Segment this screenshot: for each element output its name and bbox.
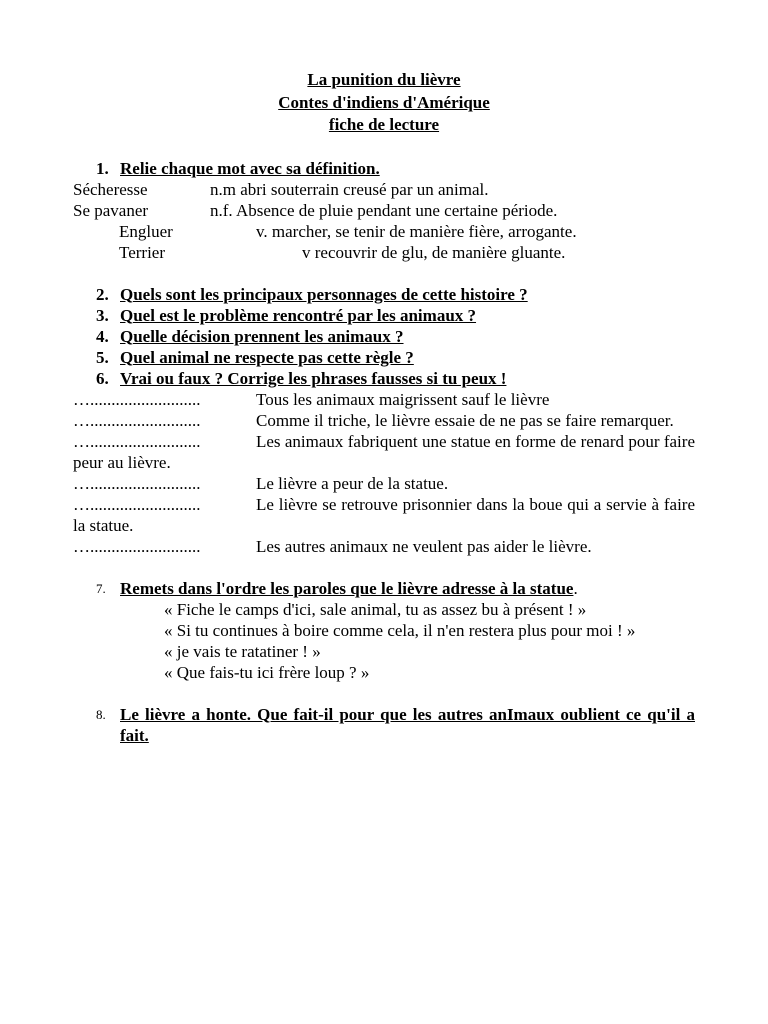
- definition-matching: [73, 179, 695, 263]
- answer-blank[interactable]: …..........................: [73, 536, 201, 556]
- statement: Les animaux fabriquent une statue en forme de renard pour faire peur au lièvre.: [73, 431, 695, 472]
- question-3: [73, 305, 695, 326]
- vocab-definition: v. marcher, se tenir de manière fière, arrogante.: [256, 221, 577, 241]
- definition-row: [73, 200, 695, 221]
- document-title: La punition du lièvre: [307, 70, 461, 89]
- quote-text: « Que fais-tu ici frère loup ? »: [164, 662, 370, 682]
- true-false-item: [73, 473, 695, 494]
- quote-item: [73, 641, 695, 662]
- quote-list: [73, 599, 695, 683]
- question-1: [73, 158, 695, 179]
- question-text: Quelle décision prennent les animaux ?: [120, 326, 404, 346]
- definition-row: [73, 221, 695, 242]
- answer-blank[interactable]: …..........................: [73, 473, 201, 493]
- question-2: [73, 284, 695, 305]
- statement: Comme il triche, le lièvre essaie de ne pas se faire remarquer.: [256, 410, 674, 430]
- document-type: fiche de lecture: [328, 115, 440, 134]
- quote-item: [73, 599, 695, 620]
- answer-blank[interactable]: …..........................: [73, 431, 201, 451]
- question-text: Quel animal ne respecte pas cette règle ?: [120, 347, 414, 367]
- quote-text: « Fiche le camps d'ici, sale animal, tu as assez bu à présent ! »: [164, 599, 587, 619]
- question-number: 7.: [96, 580, 106, 596]
- vocab-word: Engluer: [119, 221, 173, 241]
- worksheet: [73, 69, 695, 746]
- question-5: [73, 347, 695, 368]
- statement: Les autres animaux ne veulent pas aider le lièvre.: [256, 536, 592, 556]
- answer-blank[interactable]: …..........................: [73, 494, 201, 514]
- question-period: .: [573, 578, 578, 598]
- quote-item: [73, 620, 695, 641]
- question-number: 3.: [96, 305, 109, 325]
- answer-blank[interactable]: …..........................: [73, 410, 201, 430]
- statement: Le lièvre a peur de la statue.: [256, 473, 449, 493]
- vocab-definition: n.f. Absence de pluie pendant une certaine période.: [210, 200, 558, 220]
- definition-row: [73, 179, 695, 200]
- quote-text: « je vais te ratatiner ! »: [164, 641, 321, 661]
- question-number: 4.: [96, 326, 109, 346]
- true-false-item: [73, 431, 695, 473]
- true-false-item: [73, 536, 695, 557]
- question-text: Relie chaque mot avec sa définition.: [120, 158, 380, 178]
- quote-item: [73, 662, 695, 683]
- true-false-item: [73, 494, 695, 536]
- header: [73, 69, 695, 137]
- question-text: Remets dans l'ordre les paroles que le lièvre adresse à la statue: [120, 578, 574, 598]
- question-text: Quel est le problème rencontré par les animaux ?: [120, 305, 477, 325]
- answer-blank[interactable]: …..........................: [73, 389, 201, 409]
- true-false-item: [73, 410, 695, 431]
- statement: Tous les animaux maigrissent sauf le lièvre: [256, 389, 550, 409]
- quote-text: « Si tu continues à boire comme cela, il n'en restera plus pour moi ! »: [164, 620, 636, 640]
- definition-row: [73, 242, 695, 263]
- true-false-list: [73, 389, 695, 557]
- question-6: [73, 368, 695, 389]
- vocab-definition: n.m abri souterrain creusé par un animal.: [210, 179, 489, 199]
- vocab-word: Se pavaner: [73, 200, 149, 220]
- question-8: [73, 704, 695, 746]
- vocab-definition: v recouvrir de glu, de manière gluante.: [302, 242, 566, 262]
- question-number: 6.: [96, 368, 109, 388]
- question-number: 5.: [96, 347, 109, 367]
- question-number: 2.: [96, 284, 109, 304]
- question-number: 1.: [96, 158, 109, 178]
- question-text: Vrai ou faux ? Corrige les phrases fausses si tu peux !: [120, 368, 507, 388]
- question-number: 8.: [96, 706, 106, 722]
- question-text: Le lièvre a honte. Que fait-il pour que les autres anImaux oublient ce qu'il a fait.: [120, 704, 695, 745]
- true-false-item: [73, 389, 695, 410]
- question-7: [73, 578, 695, 599]
- question-text: Quels sont les principaux personnages de cette histoire ?: [120, 284, 528, 304]
- vocab-word: Terrier: [119, 242, 165, 262]
- question-4: [73, 326, 695, 347]
- statement: Le lièvre se retrouve prisonnier dans la boue qui a servie à faire la statue.: [73, 494, 695, 535]
- vocab-word: Sécheresse: [73, 179, 148, 199]
- document-subtitle: Contes d'indiens d'Amérique: [278, 92, 490, 112]
